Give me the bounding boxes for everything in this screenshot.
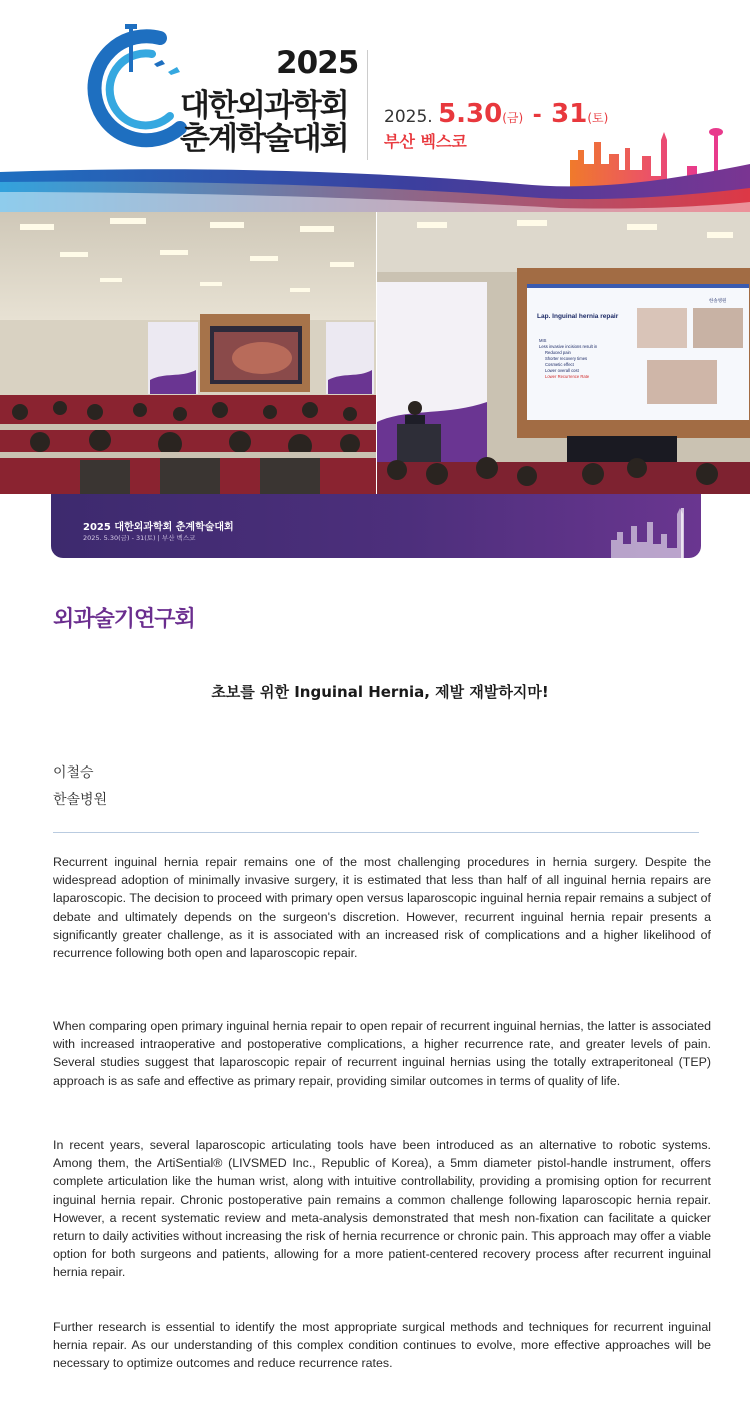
banner-venue: 부산 벡스코: [384, 132, 467, 151]
banner-year: 2025: [276, 45, 359, 81]
article-paragraph: When comparing open primary inguinal hernia repair to open repair of recurrent inguinal hernias, the latter is associated with increased intraoperative and postoperative complications, a higher recurrence rate, and greater levels of pain. Several studies suggest that laparoscopic repair of recurrent inguinal hernias using the totally extraperitoneal (TEP) approach is as safe and effective as primary repair, providing similar outcomes in terms of quality of life.: [53, 1019, 711, 1088]
photo-caption-bar: [51, 494, 701, 558]
skyline-wave-graphic: [0, 120, 750, 212]
date-start-weekday: (금): [502, 111, 524, 125]
slide-title: Lap. Inguinal hernia repair: [537, 313, 619, 320]
speaker-podium-photo: [377, 212, 750, 494]
date-prefix: 2025.: [384, 107, 433, 127]
slide-bullet: Shorter recovery times: [545, 356, 588, 361]
divider: [53, 832, 699, 833]
section-title: 외과술기연구회: [53, 607, 195, 632]
slide-bullet: Reduced pain: [545, 350, 571, 355]
caption-subtitle: 2025. 5.30(금) - 31(토) | 부산 벡스코: [83, 534, 196, 542]
conference-photos: [0, 212, 750, 494]
date-end-weekday: (토): [587, 111, 609, 125]
date-separator: -: [532, 103, 542, 128]
article-paragraph: In recent years, several laparoscopic articulating tools have been introduced as an alternative to robotic systems. Among them, the ArtiSential® (LIVSMED Inc., Republic of Korea), a 5mm diameter pistol-handle instrument, offers complete articulation like the human wrist, along with intuitive controllability, providing a promising option for recurrent inguinal hernia repair. Chronic postoperative pain remains a common challenge following laparoscopic hernia repair. However, a recent systematic review and meta-analysis demonstrated that mesh non-fixation can facilitate a quicker return to daily activities without increasing the risk of hernia recurrence or chronic pain. This approach may offer a viable option for both surgeons and patients, allowing for a more patient-centered recovery process after recurrent inguinal hernia repair.: [53, 1138, 711, 1280]
date-start-day: 5.30: [438, 99, 503, 129]
caption-skyline-icon: [611, 494, 701, 558]
lecture-hall-photo: [0, 212, 376, 494]
article-paragraph: Further research is essential to identify the most appropriate surgical methods and techniques for recurrent inguinal hernia repair. As our understanding of this complex condition continues to evolve, more effective approaches will be necessary to optimize outcomes and reduce recurrence rates.: [53, 1320, 711, 1371]
slide-bullet: Less invasive incisions result in: [539, 344, 598, 349]
author-name: 이철승: [53, 765, 94, 781]
conference-banner: [0, 0, 750, 212]
banner-title-line2: 춘계학술대회: [180, 121, 348, 157]
article-title: 초보를 위한 Inguinal Hernia, 제발 재발하지마!: [211, 683, 549, 701]
slide-bullet: Lower Recurrence Rate: [545, 374, 590, 379]
author-affiliation: 한솔병원: [53, 792, 108, 808]
slide-bullet: Lower overall cost: [545, 368, 579, 373]
article-paragraph: Recurrent inguinal hernia repair remains one of the most challenging procedures in hernia surgery. Despite the widespread adoption of minimally invasive surgery, it is estimated that less than half of all inguinal hernia repairs are laparoscopic. The decision to proceed with primary open versus laparoscopic inguinal hernia repair remains a subject of debate and ultimately depends on the surgeon's discretion. However, recurrent inguinal hernia repair presents a significantly greater challenge, as it is associated with an increased risk of complications and a higher likelihood of recurrence following both open and laparoscopic repair.: [53, 855, 711, 961]
date-end-day: 31: [551, 99, 588, 129]
caption-title: 2025 대한외과학회 춘계학술대회: [83, 522, 234, 533]
slide-brand: 한솔병원: [709, 299, 727, 304]
slide-bullet: Cosmetic effect: [545, 362, 574, 367]
slide-bullet: MIS: [539, 338, 547, 343]
banner-title-line1: 대한외과학회: [180, 88, 348, 124]
